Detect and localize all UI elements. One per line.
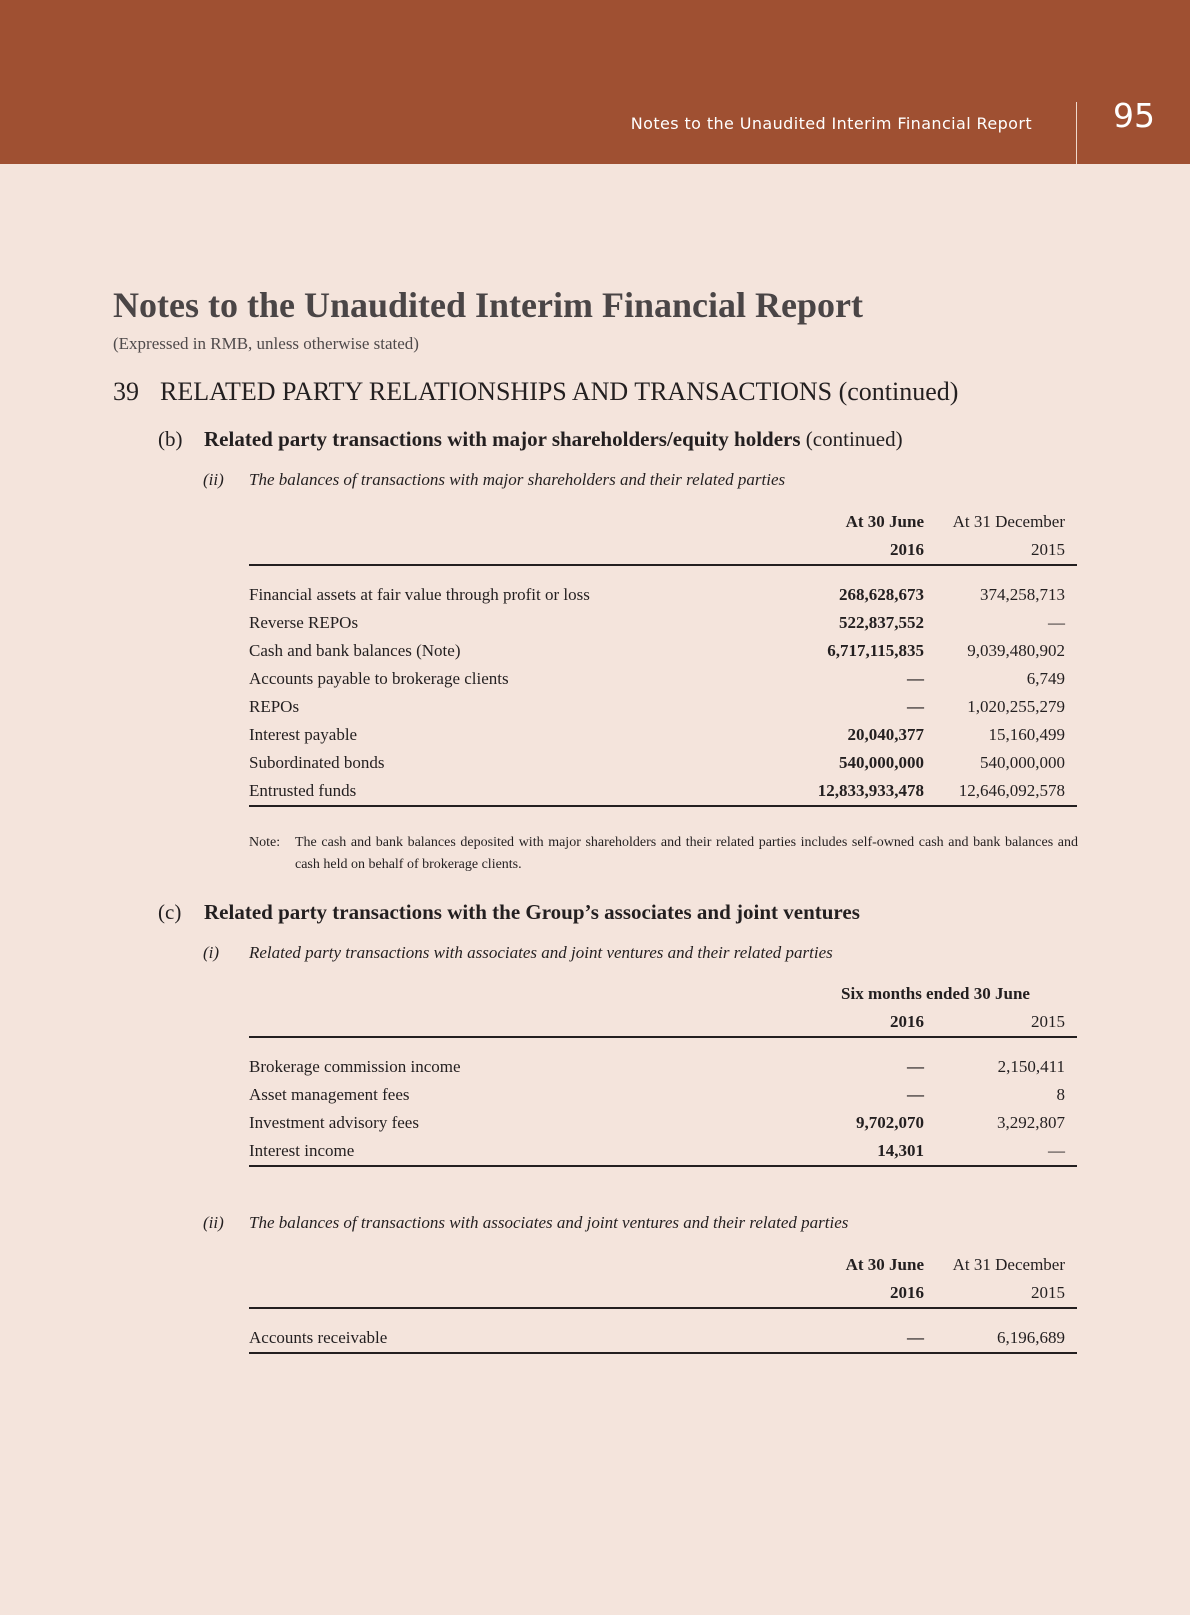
col-header-six-months: Six months ended 30 June: [841, 984, 1030, 1003]
table-row: [249, 721, 1077, 749]
header-band: [0, 0, 1190, 164]
item-b-ii-title: The balances of transactions with major shareholders and their related parties: [249, 470, 786, 489]
col-header-at-30-june: At 30 June: [845, 1255, 924, 1274]
document-subtitle: (Expressed in RMB, unless otherwise stated): [113, 334, 419, 353]
row-value-2016: —: [907, 1085, 924, 1104]
table-row: [249, 637, 1077, 665]
item-b-ii-heading: [203, 470, 785, 490]
col-header-year-2016: 2016: [794, 1279, 936, 1308]
table-row: [249, 1081, 1077, 1109]
row-label: Interest income: [249, 1137, 794, 1166]
header-divider: [1076, 102, 1077, 164]
col-header-at-30-june: At 30 June: [845, 512, 924, 531]
subsection-b-heading: [158, 427, 903, 452]
row-value-2015: 12,646,092,578: [936, 777, 1077, 806]
col-header-at-31-december: At 31 December: [952, 1255, 1065, 1274]
row-value-2016: —: [907, 697, 924, 716]
row-value-2015: 374,258,713: [980, 585, 1065, 604]
row-label: Interest payable: [249, 725, 358, 744]
table-header-row: [249, 980, 1077, 1008]
subsection-b-label: (b): [158, 427, 183, 451]
item-c-i-heading: [203, 943, 833, 963]
note-text: The cash and bank balances deposited with major shareholders and their related parties includes self-owned cash and bank balances and cash held on behalf of brokerage clients.: [295, 835, 1078, 872]
document-title: Notes to the Unaudited Interim Financial Report: [113, 285, 863, 325]
subsection-b-suffix: (continued): [805, 427, 903, 451]
col-header-year-2016: 2016: [794, 536, 936, 565]
section-title: RELATED PARTY RELATIONSHIPS AND TRANSACTIONS: [160, 377, 833, 406]
col-header-year-2015: 2015: [936, 1008, 1077, 1037]
row-label: REPOs: [249, 697, 300, 716]
subsection-c-label: (c): [158, 900, 182, 924]
section-suffix: (continued): [838, 377, 959, 406]
table-row: [249, 777, 1077, 806]
row-value-2015: —: [936, 1137, 1077, 1166]
row-value-2015: 6,196,689: [936, 1324, 1077, 1353]
row-value-2016: 522,837,552: [839, 613, 924, 632]
row-value-2015: 15,160,499: [988, 725, 1065, 744]
row-label: Financial assets at fair value through profit or loss: [249, 585, 590, 604]
item-c-i-title: Related party transactions with associates and joint ventures and their related parties: [249, 943, 833, 962]
table-row: [249, 1109, 1077, 1137]
page-number: 95: [1113, 96, 1155, 135]
item-c-ii-label: (ii): [203, 1213, 224, 1232]
row-value-2015: 2,150,411: [997, 1057, 1065, 1076]
row-value-2015: 1,020,255,279: [967, 697, 1065, 716]
item-c-i-label: (i): [203, 943, 220, 962]
row-value-2016: 9,702,070: [856, 1113, 924, 1132]
row-value-2016: 12,833,933,478: [794, 777, 936, 806]
row-value-2015: —: [1048, 613, 1065, 632]
section-heading: [113, 377, 958, 407]
item-c-ii-heading: [203, 1213, 848, 1233]
subsection-c-title: Related party transactions with the Group’s associates and joint ventures: [204, 900, 860, 924]
row-label: Cash and bank balances (Note): [249, 641, 461, 660]
table-row: [249, 609, 1077, 637]
table-row: [249, 1137, 1077, 1166]
table-header-row: [249, 1008, 1077, 1037]
row-label: Brokerage commission income: [249, 1057, 461, 1076]
table-row: [249, 581, 1077, 609]
row-label: Subordinated bonds: [249, 753, 385, 772]
table-header-row: [249, 1251, 1077, 1279]
section-number: 39: [113, 377, 139, 406]
row-label: Reverse REPOs: [249, 613, 359, 632]
running-header-title: Notes to the Unaudited Interim Financial Report: [630, 114, 1032, 133]
table-header-row: [249, 1279, 1077, 1308]
table-major-shareholder-balances: [249, 508, 1077, 807]
table-associates-transactions: [249, 980, 1077, 1167]
row-value-2015: 3,292,807: [997, 1113, 1065, 1132]
table-row: [249, 665, 1077, 693]
row-value-2016: —: [907, 669, 924, 688]
col-header-year-2015: 2015: [936, 536, 1077, 565]
col-header-year-2016: 2016: [794, 1008, 936, 1037]
row-value-2015: 6,749: [1026, 669, 1065, 688]
row-value-2015: 8: [1056, 1085, 1065, 1104]
table-row: [249, 1324, 1077, 1353]
row-value-2016: —: [907, 1057, 924, 1076]
col-header-year-2015: 2015: [936, 1279, 1077, 1308]
row-value-2016: 6,717,115,835: [827, 641, 924, 660]
table-header-row: [249, 536, 1077, 565]
table-associates-balances: [249, 1251, 1077, 1354]
item-c-ii-title: The balances of transactions with associates and joint ventures and their related parties: [249, 1213, 849, 1232]
col-header-at-31-december: At 31 December: [952, 512, 1065, 531]
row-label: Accounts payable to brokerage clients: [249, 669, 509, 688]
row-label: Accounts receivable: [249, 1324, 794, 1353]
row-label: Asset management fees: [249, 1085, 410, 1104]
row-label: Investment advisory fees: [249, 1113, 419, 1132]
table-note: [249, 832, 1078, 876]
row-value-2016: 20,040,377: [847, 725, 924, 744]
subsection-b-title: Related party transactions with major shareholders/equity holders: [204, 427, 801, 451]
table-header-row: [249, 508, 1077, 536]
row-label: Entrusted funds: [249, 777, 794, 806]
row-value-2016: 268,628,673: [839, 585, 924, 604]
item-b-ii-label: (ii): [203, 470, 224, 489]
table-row: [249, 1053, 1077, 1081]
table-row: [249, 749, 1077, 777]
row-value-2016: 540,000,000: [839, 753, 924, 772]
row-value-2016: —: [794, 1324, 936, 1353]
row-value-2016: 14,301: [794, 1137, 936, 1166]
note-label: Note:: [249, 835, 281, 850]
row-value-2015: 540,000,000: [980, 753, 1065, 772]
table-row: [249, 693, 1077, 721]
subsection-c-heading: [158, 900, 860, 925]
row-value-2015: 9,039,480,902: [967, 641, 1065, 660]
